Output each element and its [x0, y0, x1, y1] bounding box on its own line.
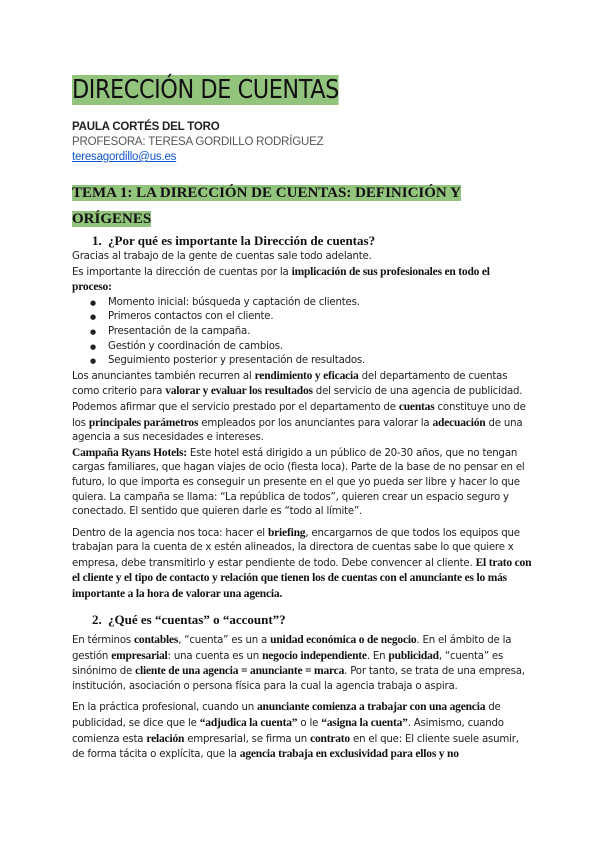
- text-run: empleados por los anunciantes para valorar la: [198, 417, 433, 429]
- text-run: . Asimismo, cuando comienza esta: [72, 717, 504, 745]
- section-2-p1: [72, 633, 532, 694]
- section-1-p3: [72, 369, 532, 446]
- professor-line: PROFESORA: TERESA GORDILLO RODRÍGUEZ: [72, 136, 324, 148]
- list-item: ● Momento inicial: búsqueda y captación de clientes.: [90, 296, 532, 311]
- email-link[interactable]: teresagordillo@us.es: [72, 151, 177, 163]
- section-1-number: 1.: [92, 233, 102, 248]
- bold-run: contrato: [310, 732, 350, 745]
- text-run: del departamento de cuentas como criterio para: [72, 370, 508, 398]
- text-run: En términos: [72, 635, 134, 646]
- bold-run: cuentas: [398, 400, 435, 413]
- section-2-body: [72, 633, 532, 763]
- text-run: Este hotel está dirigido a un público de 20-30 años, que no tengan cargas familiares, que hagan viajes de ocio (fiesta loca). Parte de la base de no pensar en el futuro, lo que importa es conseguir un presente en el que yo pueda ser libre y hacer lo que quiera. La campaña se llama: “La república de todos”, quieren crear un espacio seguro y conectado. El sentido que quieren darle es “todo al límite”.: [72, 447, 525, 518]
- process-list: [72, 296, 532, 369]
- text-run: de una agencia a sus necesidades e intereses.: [72, 417, 523, 444]
- section-2-p2: [72, 700, 532, 762]
- bold-run: adecuación: [432, 416, 486, 429]
- text-run: , encargarnos de que todos los equipos que trabajan para la cuenta de x estén alineados, la directora de cuentas sabe lo que quiere x empresa, debe transmitirlo y estar pendiente de todo. Debe convencer al cliente.: [72, 527, 520, 569]
- text-run: . Por tanto, se trata de una empresa, institución, asociación o persona física para la cual la agencia trabaja o aspira.: [72, 666, 525, 692]
- topic-text: TEMA 1: LA DIRECCIÓN DE CUENTAS: DEFINICIÓN Y ORÍGENES: [72, 185, 461, 227]
- section-1-p2: [72, 265, 532, 296]
- bold-run: agencia trabaja en exclusividad para ellos y no: [239, 748, 459, 761]
- text-run: Dentro de la agencia nos toca: hacer el: [72, 527, 268, 539]
- bold-run: “adjudica la cuenta”: [199, 716, 298, 729]
- bold-run: El trato con el cliente y el tipo de contacto y relación que tienen los de cuentas con el anunciante es lo más importante a la hora de valorar una agencia.: [72, 556, 532, 601]
- text-run: En la práctica profesional, cuando un: [72, 702, 257, 714]
- topic-heading: [72, 180, 472, 232]
- p2-text: Es importante la dirección de cuentas por la: [72, 266, 292, 278]
- text-run: Los anunciantes también recurren al: [72, 370, 255, 382]
- bold-run: principales parámetros: [88, 416, 199, 429]
- bold-run: anunciante comienza a trabajar con una agencia: [257, 701, 486, 714]
- text-run: , “cuenta” es sinónimo de: [72, 650, 504, 678]
- author-name: PAULA CORTÉS DEL TORO: [72, 121, 220, 133]
- section-1-body: [72, 250, 532, 603]
- text-run: . En: [366, 650, 389, 662]
- bold-run: cliente de una agencia = anunciante = marca: [135, 665, 345, 678]
- document-title: [72, 74, 339, 106]
- text-run: o le: [297, 717, 322, 729]
- bold-run: negocio independiente: [262, 649, 367, 662]
- text-run: constituye uno de los: [72, 401, 526, 429]
- bold-run: publicidad: [388, 649, 439, 662]
- section-2-number: 2.: [92, 612, 102, 627]
- p2-bold: implicación de sus profesionales en todo el proceso:: [72, 265, 490, 294]
- text-run: . En el ámbito de la gestión: [72, 635, 512, 662]
- section-2-title: ¿Qué es “cuentas” o “account”?: [108, 612, 286, 627]
- bold-run: empresarial: [111, 649, 168, 662]
- list-item: ● Primeros contactos con el cliente.: [90, 310, 532, 325]
- section-1-p5: [72, 526, 532, 603]
- text-run: empresarial, se firma un: [184, 733, 311, 745]
- bold-run: unidad económica o de negocio: [270, 634, 417, 646]
- list-item: ● Gestión y coordinación de cambios.: [90, 340, 532, 355]
- list-item: ● Presentación de la campaña.: [90, 325, 532, 340]
- bold-run: “asigna la cuenta”: [321, 716, 408, 729]
- text-run: del servicio de una agencia de publicidad. Podemos afirmar que el servicio prestado por el departamento de: [72, 386, 523, 413]
- section-2-heading: [92, 612, 286, 628]
- section-1-p4: [72, 446, 532, 520]
- bold-run: relación: [146, 732, 185, 745]
- title-text: DIRECCIÓN DE CUENTAS: [72, 75, 339, 105]
- text-run: , “cuenta” es un a: [178, 635, 271, 646]
- section-1-p1: Gracias al trabajo de la gente de cuentas sale todo adelante.: [72, 251, 372, 262]
- bold-run: rendimiento y eficacia: [254, 369, 359, 382]
- bold-run: briefing: [267, 526, 306, 539]
- section-1-title: ¿Por qué es importante la Dirección de cuentas?: [108, 233, 376, 248]
- bold-run: valorar y evaluar los resultados: [165, 385, 313, 398]
- text-run: : una cuenta es un: [167, 650, 263, 662]
- list-item: ● Seguimiento posterior y presentación de resultados.: [90, 354, 532, 369]
- bold-run: Campaña Ryans Hotels:: [72, 446, 187, 459]
- section-1-heading: [92, 233, 375, 249]
- bold-run: contables: [134, 634, 179, 646]
- text-run: en el que: El cliente suele asumir, de forma tácita o explícita, que la: [72, 733, 519, 761]
- text-run: de publicidad, se dice que le: [72, 702, 501, 729]
